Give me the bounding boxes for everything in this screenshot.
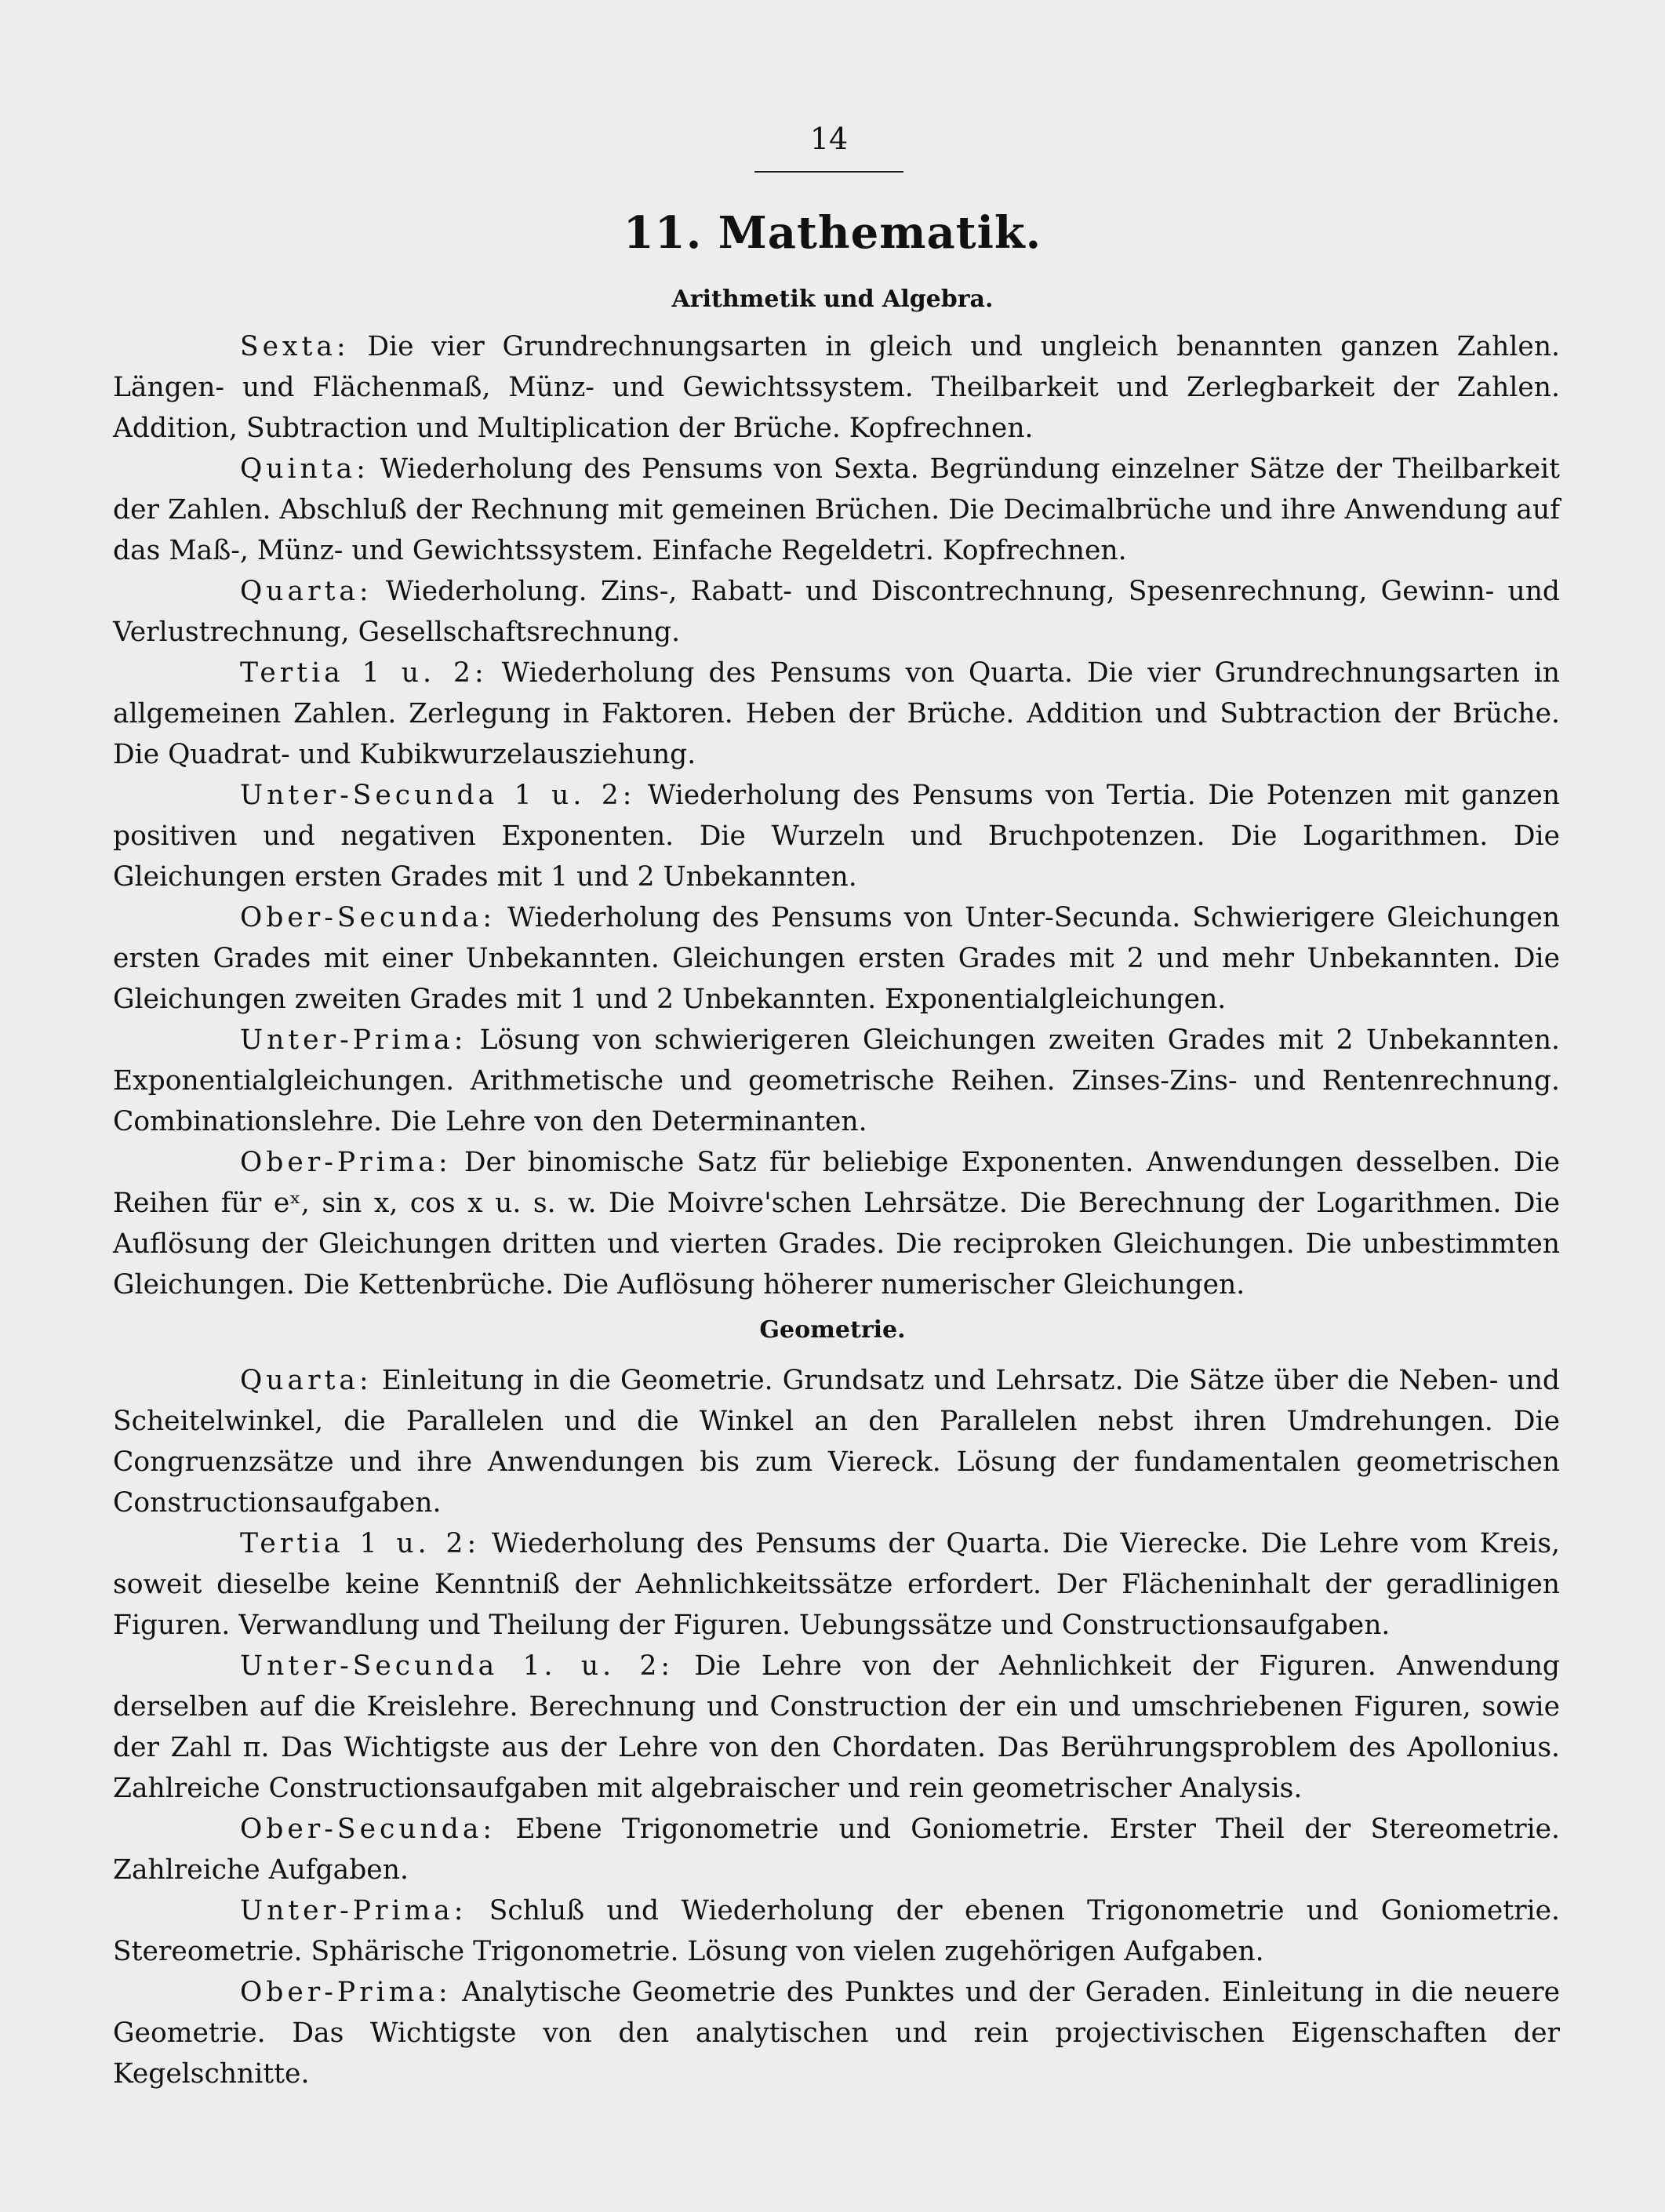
section-sexta [113,326,1560,449]
section-unter-prima [113,1020,1560,1142]
section-text: Wiederholung des Pensums von Tertia. Die Potenzen mit ganzen positiven und negativen Exponenten. Die Wurzeln und Bruchpotenzen. Die Logarithmen. Die Gleichungen ersten Grades mit 1 und 2 Unbekannten. [113,780,1560,893]
section-text: Wiederholung des Pensums von Quarta. Die vier Grundrechnungsarten in allgemeinen Zahlen. Zerlegung in Faktoren. Heben der Brüche. Addition und Subtraction der Brüche. Die Quadrat- und Kubikwurzelausziehung. [113,657,1561,770]
section-ober-prima [113,1142,1560,1305]
geo-section-ober-prima [113,1972,1560,2094]
header-rule [754,171,903,173]
section-text: Einleitung in die Geometrie. Grundsatz und Lehrsatz. Die Sätze über die Neben- und Scheitelwinkel, die Parallelen und die Winkel an den Parallelen nebst ihren Umdrehungen. Die Congruenzsätze und ihre Anwendungen bis zum Viereck. Lösung der fundamentalen geometrischen Constructionsaufgaben. [113,1365,1560,1519]
section-text: Wiederholung des Pensums der Quarta. Die Vierecke. Die Lehre vom Kreis, soweit dieselbe keine Kenntniß der Aehnlichkeitssätze erfordert. Der Flächeninhalt der geradlinigen Figuren. Verwandlung und Theilung der Figuren. Uebungssätze und Constructionsaufgaben. [113,1528,1561,1641]
section-label: Ober-Secunda: [240,1814,496,1845]
section-text: Der binomische Satz für beliebige Exponenten. Anwendungen desselben. Die Reihen für eˣ, sin x, cos x u. s. w. Die Moivre'schen Lehrsätze. Die Berechnung der Logarithmen. Die Auflösung der Gleichungen dritten und vierten Grades. Die reciproken Gleichungen. Die unbestimmten Gleichungen. Die Kettenbrüche. Die Auflösung höherer numerischer Gleichungen. [113,1147,1561,1301]
section-tertia [113,653,1560,775]
section-unter-secunda [113,775,1560,897]
section-ober-secunda [113,897,1560,1020]
section-quinta [113,449,1560,571]
section-label: Sexta: [240,331,350,362]
section-text: Wiederholung. Zins-, Rabatt- und Discontrechnung, Spesenrechnung, Gewinn- und Verlustrechnung, Gesellschaftsrechnung. [113,576,1560,648]
geo-section-tertia [113,1523,1560,1646]
page-number: 14 [809,122,849,156]
geo-section-quarta [113,1360,1560,1523]
section-label: Tertia 1 u. 2: [240,657,488,689]
section-label: Unter-Prima: [240,1024,467,1056]
section-text: Die Lehre von der Aehnlichkeit der Figuren. Anwendung derselben auf die Kreislehre. Berechnung und Construction der ein und umschriebenen Figuren, sowie der Zahl π. Das Wichtigste aus der Lehre von den Chordaten. Das Berührungsproblem des Apollonius. Zahlreiche Constructionsaufgaben mit algebraischer und rein geometrischer Analysis. [113,1650,1560,1804]
geo-section-ober-secunda [113,1809,1560,1890]
arithmetic-heading: Arithmetik und Algebra. [671,286,994,313]
section-text: Wiederholung des Pensums von Unter-Secunda. Schwierigere Gleichungen ersten Grades mit einer Unbekannten. Gleichungen ersten Grades mit 2 und mehr Unbekannten. Die Gleichungen zweiten Grades mit 1 und 2 Unbekannten. Exponentialgleichungen. [113,902,1561,1015]
section-label: Unter-Secunda 1. u. 2: [240,1650,674,1682]
geo-section-unter-prima [113,1890,1560,1972]
section-text: Wiederholung des Pensums von Sexta. Begründung einzelner Sätze der Theilbarkeit der Zahlen. Abschluß der Rechnung mit gemeinen Brüchen. Die Decimalbrüche und ihre Anwendung auf das Maß-, Münz- und Gewichtssystem. Einfache Regeldetri. Kopfrechnen. [113,453,1561,566]
section-text: Ebene Trigonometrie und Goniometrie. Erster Theil der Stereometrie. Zahlreiche Aufgaben. [113,1814,1561,1886]
geometry-heading: Geometrie. [759,1316,906,1344]
section-text: Lösung von schwierigeren Gleichungen zweiten Grades mit 2 Unbekannten. Exponentialgleichungen. Arithmetische und geometrische Reihen. Zinses-Zins- und Rentenrechnung. Combinationslehre. Die Lehre von den Determinanten. [113,1024,1561,1137]
section-label: Quarta: [240,576,373,607]
section-label: Quarta: [240,1365,373,1396]
section-quarta [113,571,1560,653]
section-text: Analytische Geometrie des Punktes und der Geraden. Einleitung in die neuere Geometrie. Das Wichtigste von den analytischen und rein projectivischen Eigenschaften der Kegelschnitte. [113,1977,1560,2090]
section-text: Schluß und Wiederholung der ebenen Trigonometrie und Goniometrie. Stereometrie. Sphärische Trigonometrie. Lösung von vielen zugehörigen Aufgaben. [113,1895,1561,1967]
page-title: 11. Mathematik. [623,207,1042,259]
section-label: Unter-Prima: [240,1895,467,1926]
section-label: Ober-Prima: [240,1977,452,2008]
section-label: Tertia 1 u. 2: [240,1528,481,1559]
section-label: Quinta: [240,453,369,485]
section-label: Ober-Prima: [240,1147,452,1178]
section-text: Die vier Grundrechnungsarten in gleich und ungleich benannten ganzen Zahlen. Längen- und Flächenmaß, Münz- und Gewichtssystem. Theilbarkeit und Zerlegbarkeit der Zahlen. Addition, Subtraction und Multiplication der Brüche. Kopfrechnen. [113,331,1560,444]
section-label: Ober-Secunda: [240,902,496,933]
geo-section-unter-secunda [113,1646,1560,1809]
section-label: Unter-Secunda 1 u. 2: [240,780,636,811]
